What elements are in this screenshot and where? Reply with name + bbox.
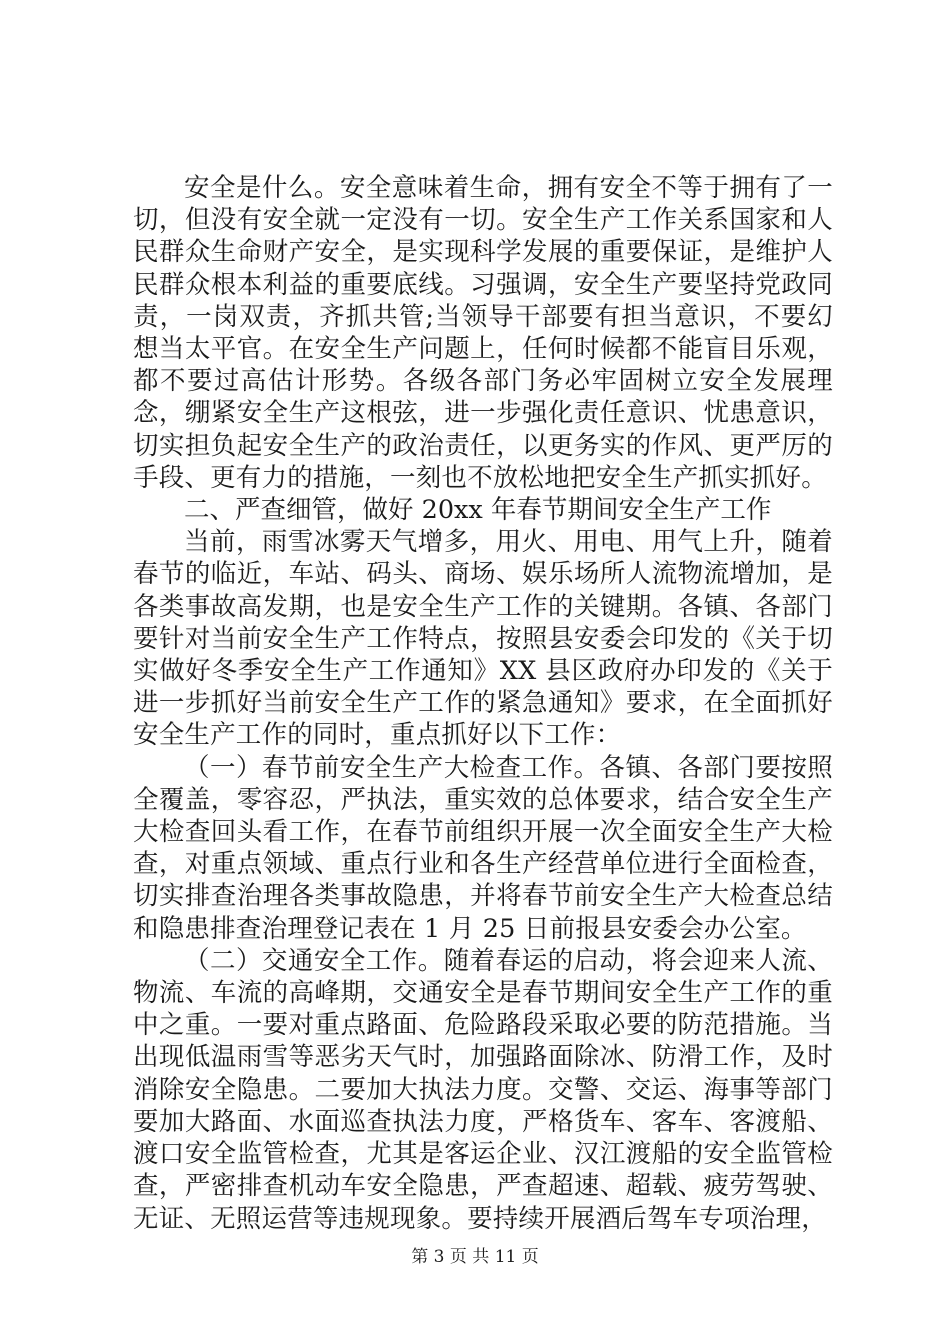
- document-body: [133, 172, 833, 1235]
- paragraph-current-situation: 当前，雨雪冰雾天气增多，用火、用电、用气上升，随着春节的临近，车站、码头、商场、娱乐场所人流物流增加，是各类事故高发期，也是安全生产工作的关键期。各镇、各部门要针对当前安全生产工作特点，按照县安委会印发的《关于切实做好冬季安全生产工作通知》XX 县区政府办印发的《关于进一步抓好当前安全生产工作的紧急通知》要求，在全面抓好安全生产工作的同时，重点抓好以下工作：: [133, 527, 833, 751]
- page-footer: 第 3 页 共 11 页: [411, 1247, 539, 1267]
- paragraph-safety-meaning: 安全是什么。安全意味着生命，拥有安全不等于拥有了一切，但没有安全就一定没有一切。安全生产工作关系国家和人民群众生命财产安全，是实现科学发展的重要保证，是维护人民群众根本利益的重要底线。习强调，安全生产要坚持党政同责，一岗双责，齐抓共管;当领导干部要有担当意识，不要幻想当太平官。在安全生产问题上，任何时候都不能盲目乐观，都不要过高估计形势。各级各部门务必牢固树立安全发展理念，绷紧安全生产这根弦，进一步强化责任意识、忧患意识，切实担负起安全生产的政治责任，以更务实的作风、更严厉的手段、更有力的措施，一刻也不放松地把安全生产抓实抓好。: [133, 173, 833, 493]
- section-heading-2: 二、严查细管，做好 20xx 年春节期间安全生产工作: [184, 495, 772, 526]
- paragraph-traffic-safety: （二）交通安全工作。随着春运的启动，将会迎来人流、物流、车流的高峰期，交通安全是春节期间安全生产工作的重中之重。一要对重点路面、危险路段采取必要的防范措施。当出现低温雨雪等恶劣天气时，加强路面除冰、防滑工作，及时消除安全隐患。二要加大执法力度。交警、交运、海事等部门要加大路面、水面巡查执法力度，严格货车、客车、客渡船、渡口安全监管检查，尤其是客运企业、汉江渡船的安全监管检查，严密排查机动车安全隐患，严查超速、超载、疲劳驾驶、无证、无照运营等违规现象。要持续开展酒后驾车专项治理，: [133, 945, 833, 1234]
- paragraph-pre-festival-inspection: （一）春节前安全生产大检查工作。各镇、各部门要按照全覆盖，零容忍，严执法，重实效的总体要求，结合安全生产大检查回头看工作，在春节前组织开展一次全面安全生产大检查，对重点领域、重点行业和各生产经营单位进行全面检查，切实排查治理各类事故隐患，并将春节前安全生产大检查总结和隐患排查治理登记表在 1 月 25 日前报县安委会办公室。: [133, 752, 833, 944]
